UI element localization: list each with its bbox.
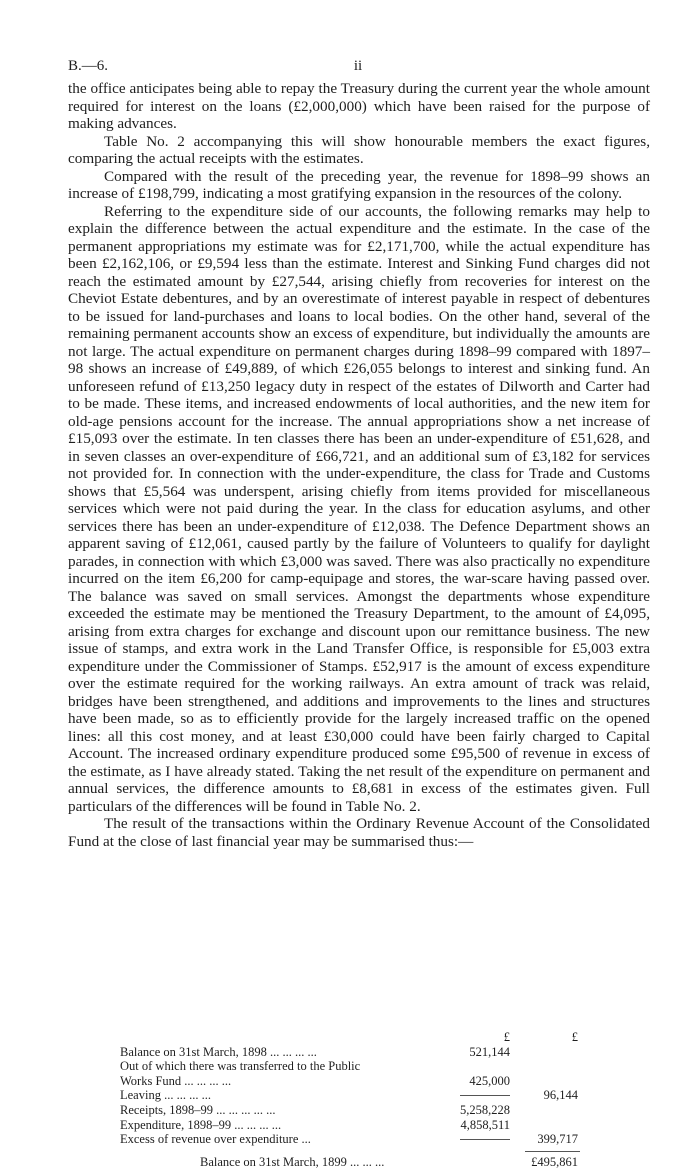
table-row [120, 1074, 580, 1089]
currency-symbol: £ [503, 1030, 510, 1044]
table-row [120, 1103, 580, 1118]
currency-header-row [120, 1030, 580, 1045]
row-value: 96,144 [543, 1088, 578, 1103]
row-value: 4,858,511 [460, 1117, 510, 1132]
paragraph: The result of the transactions within the Ordinary Revenue Account of the Consolidated Fund at the close of last financial year may be summarised thus:— [68, 815, 650, 850]
row-value: 5,258,228 [460, 1102, 510, 1117]
summary-table [120, 1030, 580, 1169]
paragraph: Referring to the expenditure side of our accounts, the following remarks may help to explain the difference between the actual expenditure and the estimate. In the case of the permanent appropriations my estimate was for £2,171,700, while the actual expenditure has been £2,162,106, or £9,594 less than the estimate. Interest and Sinking Fund charges did not reach the estimated amount by £27,544, arising chiefly from recoveries for interest on the Cheviot Estate debentures, and by an overestimate of interest payable in respect of debentures to be issued for land-purchases and loans to local bodies. On the other hand, several of the remaining permanent accounts show an excess of expenditure, but individually the amounts are not large. The actual expenditure on permanent charges during 1898–99 compared with 1897–98 shows an increase of £49,889, of which £26,055 belongs to interest and sinking fund. An unforeseen refund of £13,250 legacy duty in respect of the estates of Dilworth and Carter had to be made. These items, and increased endowments of local authorities, and the new item for old-age pensions account for the increase. The annual appropriations show a net increase of £15,093 over the estimate. In ten classes there has been an under-expenditure of £51,628, and in seven classes an over-expenditure of £66,721, and an additional sum of £3,182 for services not provided for. In connection with the under-expenditure, the class for Trade and Customs shows that £5,564 was underspent, arising chiefly from items provided for miscellaneous services which were not paid during the year. In the class for education asylums, and other services there has been an under-expenditure of £12,038. The Defence Department shows an apparent saving of £12,061, caused partly by the failure of Volunteers to qualify for daylight parades, in connection with which £3,000 was saved. There was also practically no expenditure incurred on the item £6,200 for camp-equipage and stores, the war-scare having passed over. The balance was saved on small services. Amongst the departments whose expenditure exceeded the estimate may be mentioned the Treasury Department, to the amount of £4,095, arising from extra charges for exchange and discount upon our remittance business. The new issue of stamps, and extra work in the Land Transfer Office, is responsible for £5,003 extra expenditure under the Commissioner of Stamps. £52,917 is the amount of excess expenditure over the estimate required for the working railways. An extra amount of track was relaid, bridges have been strengthened, and additions and improvements to the lines and structures have been made, so as to efficiently provide for the largely increased traffic on the opened lines: all this cost money, and at least £30,000 could have been fairly charged to Capital Account. The increased ordinary expenditure produced some £95,500 of revenue in excess of the estimate, as I have already stated. Taking the net result of the expenditure on permanent and annual services, the difference amounts to £8,681 in excess of the estimates given. Full particulars of the differences will be found in Table No. 2. [68, 202, 650, 815]
paragraph: Compared with the result of the preceding year, the revenue for 1898–99 shows an increase of £198,799, indicating a most gratifying expansion in the resources of the colony. [68, 167, 650, 202]
row-value: 521,144 [469, 1044, 510, 1059]
table-row [120, 1132, 580, 1147]
table-row [120, 1059, 580, 1074]
row-label: Works Fund ... ... ... ... [120, 1073, 232, 1088]
currency-symbol: £ [571, 1030, 578, 1044]
document-reference: B.—6. [68, 58, 109, 74]
table-row-total [120, 1155, 580, 1169]
row-label: Balance on 31st March, 1898 ... ... ... ... [120, 1044, 317, 1059]
row-label: Out of which there was transferred to the Public [120, 1059, 361, 1074]
row-label: Receipts, 1898–99 ... ... ... ... ... [120, 1102, 276, 1117]
row-label: Leaving ... ... ... ... [120, 1088, 211, 1103]
row-value: £495,861 [531, 1154, 578, 1169]
row-label: Excess of revenue over expenditure ... [120, 1132, 311, 1147]
paragraph: Table No. 2 accompanying this will show honourable members the exact figures, comparing the actual receipts with the estimates. [68, 132, 650, 167]
subtotal-rule [460, 1139, 510, 1140]
row-label: Expenditure, 1898–99 ... ... ... ... [120, 1117, 282, 1132]
row-value: 425,000 [469, 1073, 510, 1088]
table-row [120, 1118, 580, 1133]
page-header [68, 58, 648, 80]
subtotal-rule [460, 1095, 510, 1096]
table-row [120, 1088, 580, 1103]
page-number: ii [353, 58, 363, 74]
table-row [120, 1045, 580, 1060]
row-value: 399,717 [537, 1132, 578, 1147]
body-text [68, 80, 650, 850]
paragraph: the office anticipates being able to repay the Treasury during the current year the whole amount required for interest on the loans (£2,000,000) which have been raised for the purpose of making advances. [68, 80, 650, 132]
row-label: Balance on 31st March, 1899 ... ... ... [200, 1154, 385, 1169]
